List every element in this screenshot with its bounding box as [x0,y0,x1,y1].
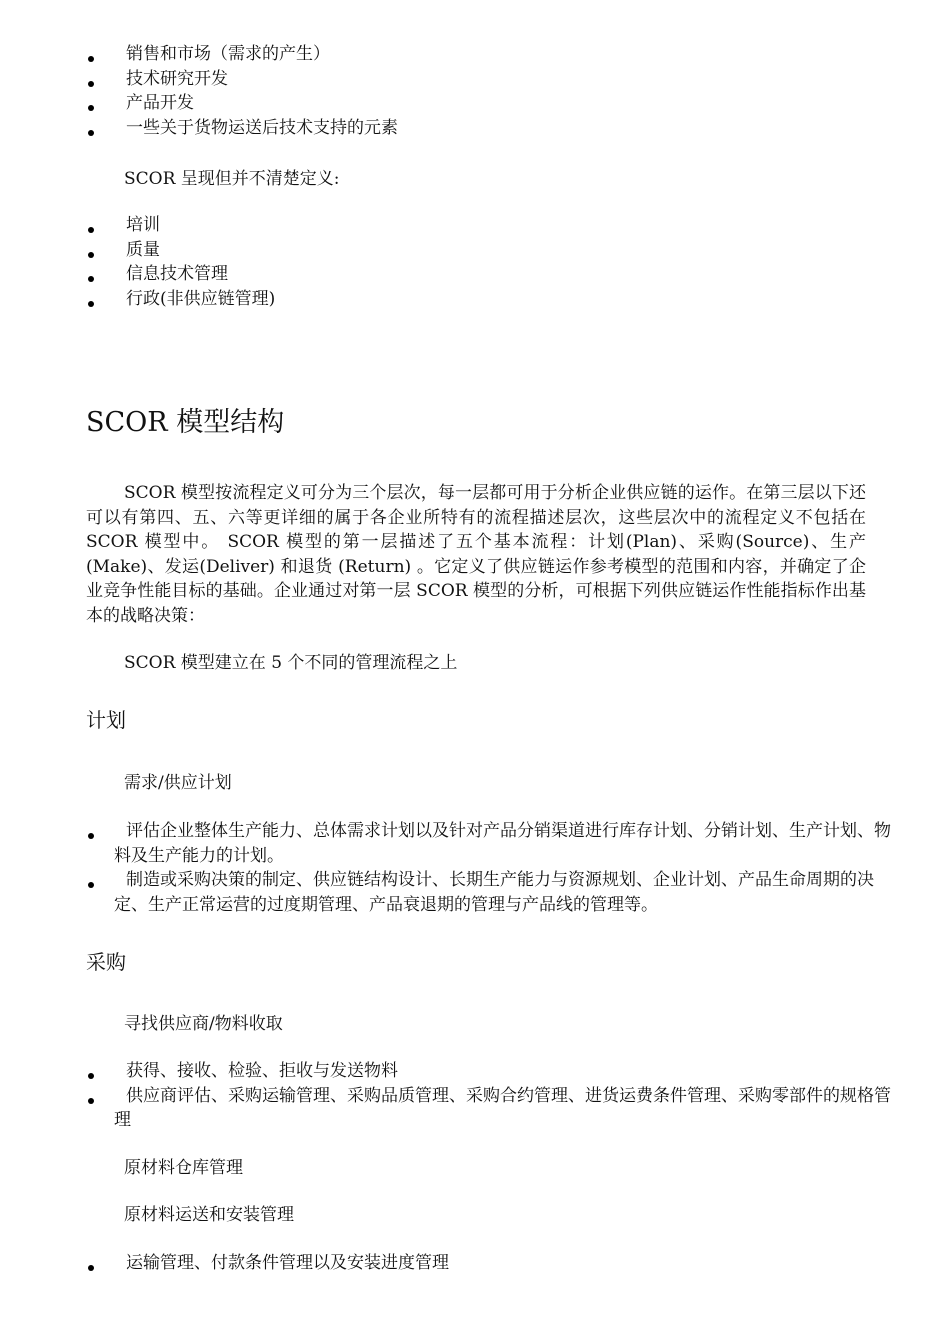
paragraph-structure: SCOR 模型按流程定义可分为三个层次，每一层都可用于分析企业供应链的运作。在第三层以下还可以有第四、五、六等更详细的属于各企业所特有的流程描述层次，这些层次中的流程定义不包括在 SCOR 模型中。 SCOR 模型的第一层描述了五个基本流程：计划(Plan)、采购(Source)、生产(Make)、发运(Deliver) 和退货 (Return) 。它定义了供应链运作参考模型的范围和内容，并确定了企业竞争性能目标的基础。企业通过对第一层 SCOR 模型的分析，可根据下列供应链运作性能指标作出基本的战略决策： [86,483,866,626]
list-item: 行政(非供应链管理) [88,287,275,312]
heading-scor-structure: SCOR 模型结构 [86,407,285,438]
paragraph-five-processes: SCOR 模型建立在 5 个不同的管理流程之上 [124,653,458,673]
list-item: 供应商评估、采购运输管理、采购品质管理、采购合约管理、进货运费条件管理、采购零部件的规格管理 [88,1084,904,1133]
bullet-list-delivery [88,1251,449,1276]
list-item: 信息技术管理 [88,262,275,287]
subheading-supplier-material: 寻找供应商/物料收取 [124,1014,283,1034]
list-item: 评估企业整体生产能力、总体需求计划以及针对产品分销渠道进行库存计划、分销计划、生产计划、物料及生产能力的计划。 [88,819,904,868]
list-item: 一些关于货物运送后技术支持的元素 [88,116,398,141]
bullet-list-source [88,1059,904,1133]
heading-plan: 计划 [86,708,126,732]
list-item: 制造或采购决策的制定、供应链结构设计、长期生产能力与资源规划、企业计划、产品生命周期的决定、生产正常运营的过度期管理、产品衰退期的管理与产品线的管理等。 [88,868,904,917]
subheading-demand-supply-plan: 需求/供应计划 [124,773,232,793]
list-item: 技术研究开发 [88,67,398,92]
list-item: 获得、接收、检验、拒收与发送物料 [88,1059,904,1084]
bullet-list-functions [88,42,398,140]
paragraph-scor-unclear: SCOR 呈现但并不清楚定义: [124,169,340,189]
list-item: 培训 [88,213,275,238]
bullet-list-undefined [88,213,275,311]
bullet-list-plan [88,819,904,917]
list-item: 产品开发 [88,91,398,116]
subheading-raw-material-delivery: 原材料运送和安装管理 [124,1205,294,1225]
subheading-raw-material-warehouse: 原材料仓库管理 [124,1158,243,1178]
list-item: 运输管理、付款条件管理以及安装进度管理 [88,1251,449,1276]
heading-source: 采购 [86,950,126,974]
list-item: 销售和市场（需求的产生） [88,42,398,67]
list-item: 质量 [88,238,275,263]
